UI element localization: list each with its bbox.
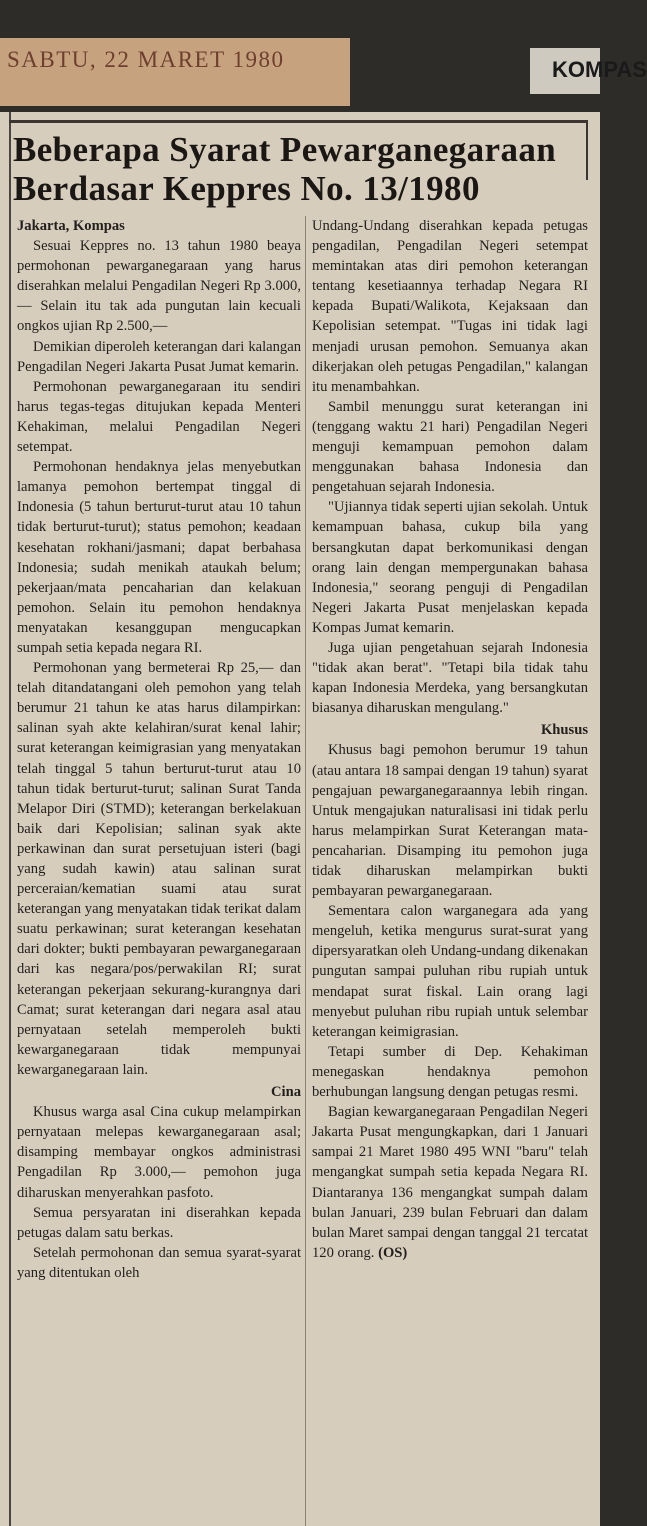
date-label: SABTU, 22 MARET 1980 — [0, 38, 350, 106]
paragraph: Setelah permohonan dan semua syarat-syarat yang ditentukan oleh — [17, 1244, 301, 1281]
paragraph: Undang-Undang diserahkan kepada petugas pengadilan, Pengadilan Negeri setempat memintakan atas diri pemohon keterangan tentang kesetiaannya terhadap Negara RI kepada Bupati/Walikota, Kejaksaan dan Kepolisian setempat. "Tugas ini tidak lagi menjadi urusan pemohon. Semuanya akan dikerjakan oleh petugas Pengadilan," kalangan itu menambahkan. — [312, 218, 588, 395]
paragraph: "Ujiannya tidak seperti ujian sekolah. Untuk kemampuan bahasa, cukup bila yang bersangkutan dapat berkomunikasi dengan orang lain dengan mempergunakan bahasa Indonesia," seorang penguji di Pengadilan Negeri Jakarta Pusat menjelaskan kepada Kompas Jumat kemarin. — [312, 499, 588, 636]
paragraph-text: Bagian kewarganegaraan Pengadilan Negeri Jakarta Pusat mengungkapkan, dari 1 Januari sampai 21 Maret 1980 495 WNI "baru" telah mengangkat sumpah setia kepada Negara RI. Diantaranya 136 mengangkat sumpah dalam bulan Januari, 239 bulan Februari dan dalam bulan Maret sampai dengan tanggal 21 tercatat 120 orang. — [312, 1104, 588, 1261]
paragraph: Permohonan hendaknya jelas menyebutkan lamanya pemohon bertempat tinggal di Indonesia (5 tahun berturut-turut atau 10 tahun tidak berturut-turut); status pemohon; keadaan kesehatan rokhani/jasmani; dapat berbahasa Indonesia; sudah menikah ataukah belum; pekerjaan/mata pencaharian dan kelakuan pemohon. Selain itu pemohon hendaknya menyatakan kesanggupan mengucapkan sumpah setia kepada negara RI. — [17, 459, 301, 656]
paragraph: Juga ujian pengetahuan sejarah Indonesia "tidak akan berat". "Tetapi bila tidak tahu kapan Indonesia Merdeka, yang bersangkutan biasanya diharuskan mengulang." — [312, 639, 588, 717]
paragraph: Permohonan yang bermeterai Rp 25,— dan telah ditandatangani oleh pemohon yang telah berumur 21 tahun ke atas harus dilampirkan: salinan syah akte kelahiran/surat kenal lahir; surat keterangan keimigrasian yang menyatakan telah tinggal 5 tahun berturut-turut atau 10 tahun tidak berturut-turut; salinan Surat Tanda Melapor Diri (STMD); keterangan berkelakuan baik dari Kepolisian; salinan syak akte perkawinan dan surat persetujuan isteri (bagi yang sudah kawin) atau salinan surat perceraian/kematian suami atau surat keterangan yang menyatakan tidak terikat dalam suatu perkawinan; surat keterangan kesehatan dari dokter; bukti pembayaran pewarganegaraan dari kas negara/pos/perwakilan RI; surat keterangan pekerjaan sekurang-kurangnya dari Camat; surat keterangan dari negara asal atau pernyataan setelah memperoleh bukti kewarganegaraan tidak mempunyai kewarganegaraan lain. — [17, 660, 301, 1078]
top-border-rule — [9, 120, 586, 123]
newspaper-clipping — [0, 112, 600, 1526]
column-divider — [305, 216, 306, 1526]
right-column — [312, 216, 588, 1263]
dateline: Jakarta, Kompas — [17, 218, 125, 234]
paragraph: Sambil menunggu surat keterangan ini (tenggang waktu 21 hari) Pengadilan Negeri menguji kemampuan pemohon dalam menggunakan bahasa Indonesia dan pengetahuan sejarah Indonesia. — [312, 398, 588, 496]
paragraph: Sesuai Keppres no. 13 tahun 1980 beaya permohonan pewarganegaraan yang harus diserahkan melalui Pengadilan Negeri Rp 3.000,— Selain itu tak ada pungutan lain kecuali ongkos ujian Rp 2.500,— — [17, 238, 301, 335]
left-border-rule — [9, 112, 11, 1526]
left-column — [17, 216, 301, 1283]
subhead-cina: Cina — [270, 1084, 301, 1101]
paragraph: Demikian diperoleh keterangan dari kalangan Pengadilan Negeri Jakarta Pusat Jumat kemarin. — [17, 338, 301, 375]
byline: (OS) — [378, 1244, 408, 1261]
paragraph: Khusus bagi pemohon berumur 19 tahun (atau antara 18 sampai dengan 19 tahun) syarat pengajuan pewarganegaraannya lebih ringan. Untuk mengajukan naturalisasi ini tidak perlu harus melampirkan Surat Keterangan mata-pencaharian. Disamping itu pemohon juga tidak diharuskan melampirkan bukti pembayaran pewarganegaraan. — [312, 742, 588, 900]
masthead-fragment: KOMPAS — [530, 48, 600, 94]
paragraph — [312, 1102, 588, 1263]
paragraph: Sementara calon warganegara ada yang mengeluh, ketika mengurus surat-surat yang dipersyaratkan oleh Undang-undang dikenakan pungutan sampai puluhan ribu rupiah untuk mendapat surat fiskal. Lain orang lagi menyebut puluhan ribu rupiah untuk selembar keterangan keimigrasian. — [312, 903, 588, 1040]
article-headline — [13, 130, 588, 208]
subhead-khusus: Khusus — [540, 722, 588, 739]
paragraph: Permohonan pewarganegaraan itu sendiri harus tegas-tegas ditujukan kepada Menteri Kehakiman, melalui Pengadilan Negeri setempat. — [17, 378, 301, 456]
headline-line-2: Berdasar Keppres No. 13/1980 — [13, 169, 480, 208]
paragraph: Khusus warga asal Cina cukup melampirkan pernyataan melepas kewarganegaraan asal; disamping membayar ongkos administrasi Pengadilan Rp 3.000,— pemohon juga diharuskan menyerahkan pasfoto. — [17, 1104, 301, 1201]
headline-line-1: Beberapa Syarat Pewarganegaraan — [13, 130, 557, 169]
paragraph: Semua persyaratan ini diserahkan kepada petugas dalam satu berkas. — [17, 1204, 301, 1241]
paragraph: Tetapi sumber di Dep. Kehakiman menegaskan hendaknya pemohon berhubungan langsung dengan petugas resmi. — [312, 1043, 588, 1101]
